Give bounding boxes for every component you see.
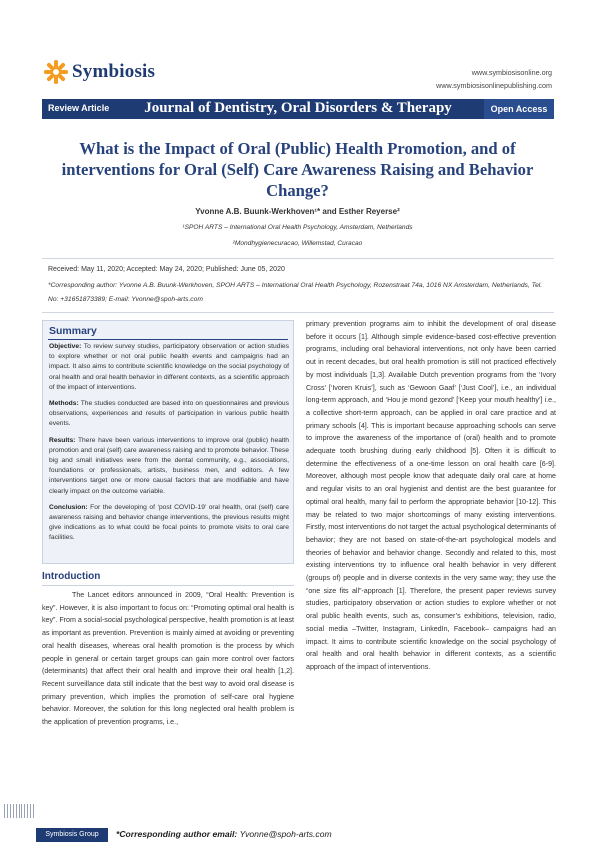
- publisher-logo[interactable]: [44, 60, 155, 84]
- article-authors: Yvonne A.B. Buunk-Werkhoven¹* and Esther Reyerse²: [195, 207, 400, 216]
- introduction-heading: Introduction: [42, 571, 101, 582]
- brand-name: Symbiosis: [72, 61, 156, 82]
- footer-corr-label: *Corresponding author email:: [116, 829, 238, 839]
- introduction-paragraph: The Lancet editors announced in 2009, “Oral Health: Prevention is key”. However, it is also important to focus on: “Promoting optimal oral health is key”. From a social-social psychological perspective, health promotion is at least as important as prevention. Prevention is mainly aimed at avoiding or preventing oral health diseases, whereas oral health promotion is the process by which people in general or certain target groups can gain more control over factors (determinants) that affect their oral health and improve their oral health [1,2]. Recent surveillance data still indicate that the best way to avoid oral disease is primary prevention, which implies the promotion of self-care oral hygiene behavior. Moreover, the solution for this long neglected oral health problem is the application of prevention programs, i.e.,: [42, 591, 294, 727]
- footer-publisher: Symbiosis Group: [36, 828, 108, 842]
- results-label: Results:: [49, 436, 76, 444]
- objective-label: Objective:: [49, 343, 82, 350]
- summary-methods: [49, 399, 289, 430]
- methods-text: The studies conducted are based into on questionnaires and previous observations, experiences and results of participation in various public health events.: [49, 400, 289, 428]
- divider: [42, 258, 554, 259]
- summary-heading: Summary: [49, 325, 97, 337]
- conclusion-label: Conclusion:: [49, 503, 88, 511]
- summary-objective: [49, 342, 289, 393]
- footer-decoration: [4, 804, 34, 818]
- journal-title: Journal of Dentistry, Oral Disorders & Therapy: [144, 100, 452, 116]
- article-type: Review Article: [48, 103, 110, 113]
- summary-rule: [48, 339, 288, 340]
- introduction-paragraph: primary prevention programs aim to inhibit the development of oral disease before it occurs [1]. Although simple evidence-based cost-effective prevention programs, including oral behavioral interventions, not only have been carried out in recent decades, but oral health promotion is still not practiced effectively by most individuals [1,3]. Available Dutch prevention programs from the ‘Ivory Cross’ [‘Ivoren Kruis’], such as ‘Gewoon Gaaf’ [‘Just Cool’], i.e., an individual long-term approach, and ‘Hou je mond gezond’ [‘Keep your mouth healthy’] i.e., a collective short-term approach, can be applied in oral care practice and at primary schools [4]. This is important because approaching schools can serve to improve the awareness of the importance of (oral) health and to promote adequate tooth brushing during early childhood [5]. Often it is difficult to determine the effectiveness of a one-time lesson on oral health care [6-9]. Moreover, although most people know that adequate daily oral care at home and regular visits to an oral hygienist and dentist are the best guarantee for optimal oral health, many fail to perform the appropriate behavior [10-12]. This may be related to two major shortcomings of many existing interventions. Firstly, most interventions do not target the actual psychological determinants of behavior; they are not based on state-of-the-art psychological models and theories of behavior and behavior change. Secondly and related to this, most existing interventions try to influence oral health behavior in very different (groups of) people and in diverse contexts in the very same way; they use the “one size fits all”-approach [1]. Therefore, the present paper reviews survey studies, participatory observation or action studies to explore whether or not oral public health events, such as, consumer’s exhibitions, television, radio, social media –Twitter, Instagram, LinkedIn, Facebook– campaigns had an impact. It aims to contribute scientific knowledge on the social psychology of oral health and oral health behavior in different contexts, as a scientific approach of the impact of interventions.: [306, 320, 556, 671]
- open-access-badge: Open Access: [484, 99, 554, 119]
- summary-conclusion: [49, 503, 289, 544]
- corresponding-author-note: *Corresponding author: Yvonne A.B. Buunk-Werkhoven, SPOH ARTS – International Oral Health Psychology, Rozenstraat 74a, 1016 NX Amsterdam, Netherlands, Tel. No: +31651873389; E-mail: Yvonne@spoh-arts.com: [48, 282, 543, 303]
- article-dates: Received: May 11, 2020; Accepted: May 24, 2020; Published: June 05, 2020: [48, 266, 285, 273]
- introduction-right-column: [306, 318, 556, 674]
- footer-corresponding: [116, 829, 332, 839]
- introduction-left-column: [42, 589, 294, 729]
- footer-corr-email[interactable]: Yvonne@spoh-arts.com: [239, 829, 332, 839]
- summary-box: [42, 320, 294, 564]
- url-link-1[interactable]: www.symbiosisonline.org: [471, 68, 552, 77]
- conclusion-text: For the developing of ‘post COVID-19’ oral health, oral (self) care awareness raising and behavior change interventions, the previous results might give indications as to what could be focal points to promote visits to oral care facilities.: [49, 503, 289, 542]
- summary-body: [49, 342, 289, 550]
- journal-banner: [42, 99, 554, 119]
- affiliation-2: ²Mondhygienecuracao, Willemstad, Curacao: [232, 240, 363, 247]
- methods-label: Methods:: [49, 400, 79, 408]
- affiliation-1: ¹SPOH ARTS – International Oral Health Psychology, Amsterdam, Netherlands: [182, 224, 413, 231]
- results-text: There have been various interventions to improve oral (public) health promotion and oral (self) care awareness raising and to promote behavior. These big and small initiatives were from the dental community, e.g., associations, foundations or professionals, artists, business men, and editors. A few interventions target one or more causal factors that are modifiable and have clearly impact on the outcome variable.: [49, 436, 289, 495]
- divider: [42, 312, 554, 313]
- sun-logo-icon: [44, 60, 68, 84]
- summary-results: [49, 436, 289, 497]
- objective-text: To review survey studies, participatory observation or action studies to explore whether or not oral public health events and campaigns had an impact. It also aims to contribute scientific knowledge on the social psychology of oral health and oral health behavior in different contexts, as a scientific approach of the impact of interventions.: [49, 343, 289, 391]
- introduction-rule: [42, 585, 294, 586]
- article-title: What is the Impact of Oral (Public) Health Promotion, and of interventions for Oral (Self) Care Awareness Raising and Behavior Change?: [61, 139, 534, 200]
- publisher-urls: [436, 66, 552, 92]
- url-link-2[interactable]: www.symbiosisonlinepublishing.com: [436, 81, 552, 90]
